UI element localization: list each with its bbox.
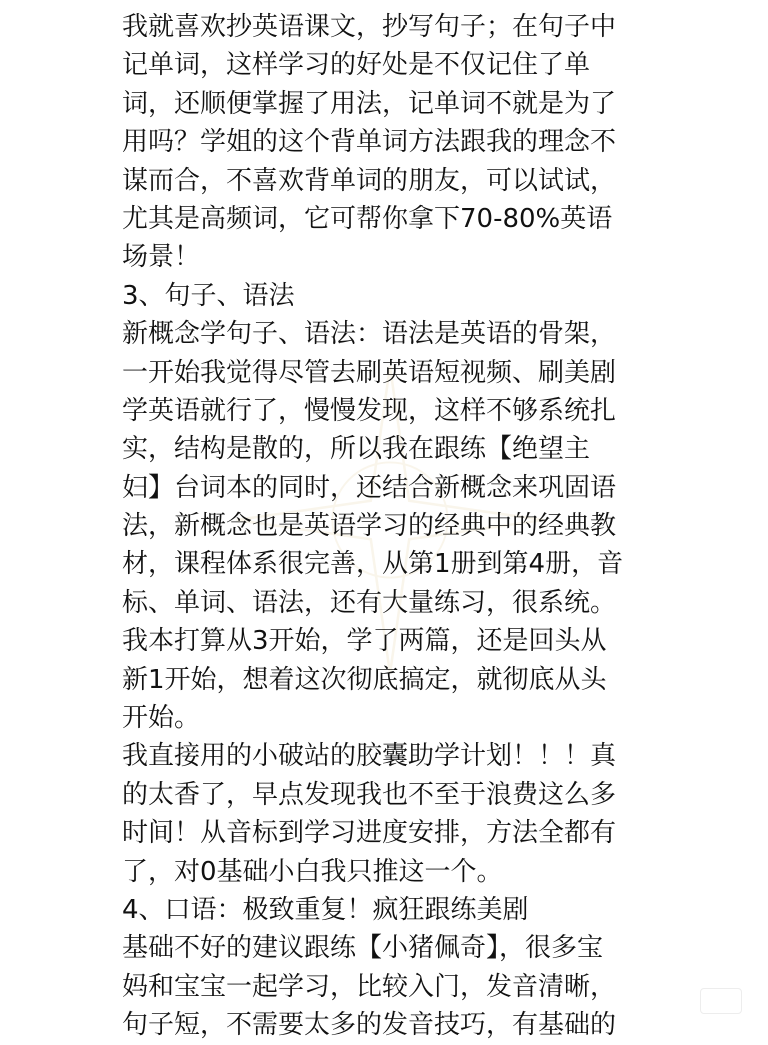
text-line: 的太香了，早点发现我也不至于浪费这么多 [122, 779, 617, 810]
text-line: 妈和宝宝一起学习，比较入门，发音清晰， [122, 971, 617, 1002]
text-line: 妇】台词本的同时，还结合新概念来巩固语 [122, 472, 617, 503]
section-heading: 3、句子、语法 [122, 280, 295, 311]
text-line: 我直接用的小破站的胶囊助学计划！！！真 [122, 741, 617, 772]
text-line: 法，新概念也是英语学习的经典中的经典教 [122, 511, 617, 542]
text-line: 了，对0基础小白我只推这一个。 [122, 856, 503, 887]
text-line: 新概念学句子、语法：语法是英语的骨架， [122, 319, 617, 350]
text-line: 新1开始，想着这次彻底搞定，就彻底从头 [122, 664, 607, 695]
text-line: 用吗？学姐的这个背单词方法跟我的理念不 [122, 127, 617, 158]
text-line: 实，结构是散的，所以我在跟练【绝望主 [122, 434, 591, 465]
text-line: 尤其是高频词，它可帮你拿下70-80%英语 [122, 203, 613, 234]
text-line: 开始。 [122, 703, 201, 734]
text-line: 我本打算从3开始，学了两篇，还是回头从 [122, 626, 607, 657]
section-heading: 4、口语：极致重复！疯狂跟练美剧 [122, 894, 529, 925]
text-line: 谋而合，不喜欢背单词的朋友，可以试试， [122, 165, 617, 196]
text-line: 句子短，不需要太多的发音技巧，有基础的 [122, 1010, 617, 1041]
text-line: 记单词，这样学习的好处是不仅记住了单 [122, 50, 591, 81]
text-line: 词，还顺便掌握了用法，记单词不就是为了 [122, 88, 617, 119]
text-line: 时间！从音标到学习进度安排，方法全都有 [122, 818, 617, 849]
document-body [122, 8, 652, 1045]
text-line: 我就喜欢抄英语课文，抄写句子；在句子中 [122, 12, 617, 42]
text-line: 学英语就行了，慢慢发现，这样不够系统扎 [122, 395, 617, 426]
text-line: 场景！ [122, 242, 201, 273]
text-line: 一开始我觉得尽管去刷英语短视频、刷美剧 [122, 357, 617, 388]
corner-watermark [700, 988, 742, 1014]
text-line: 基础不好的建议跟练【小猪佩奇】，很多宝 [122, 933, 604, 964]
text-line: 材，课程体系很完善，从第1册到第4册，音 [122, 549, 624, 580]
text-line: 标、单词、语法，还有大量练习，很系统。 [122, 587, 617, 618]
